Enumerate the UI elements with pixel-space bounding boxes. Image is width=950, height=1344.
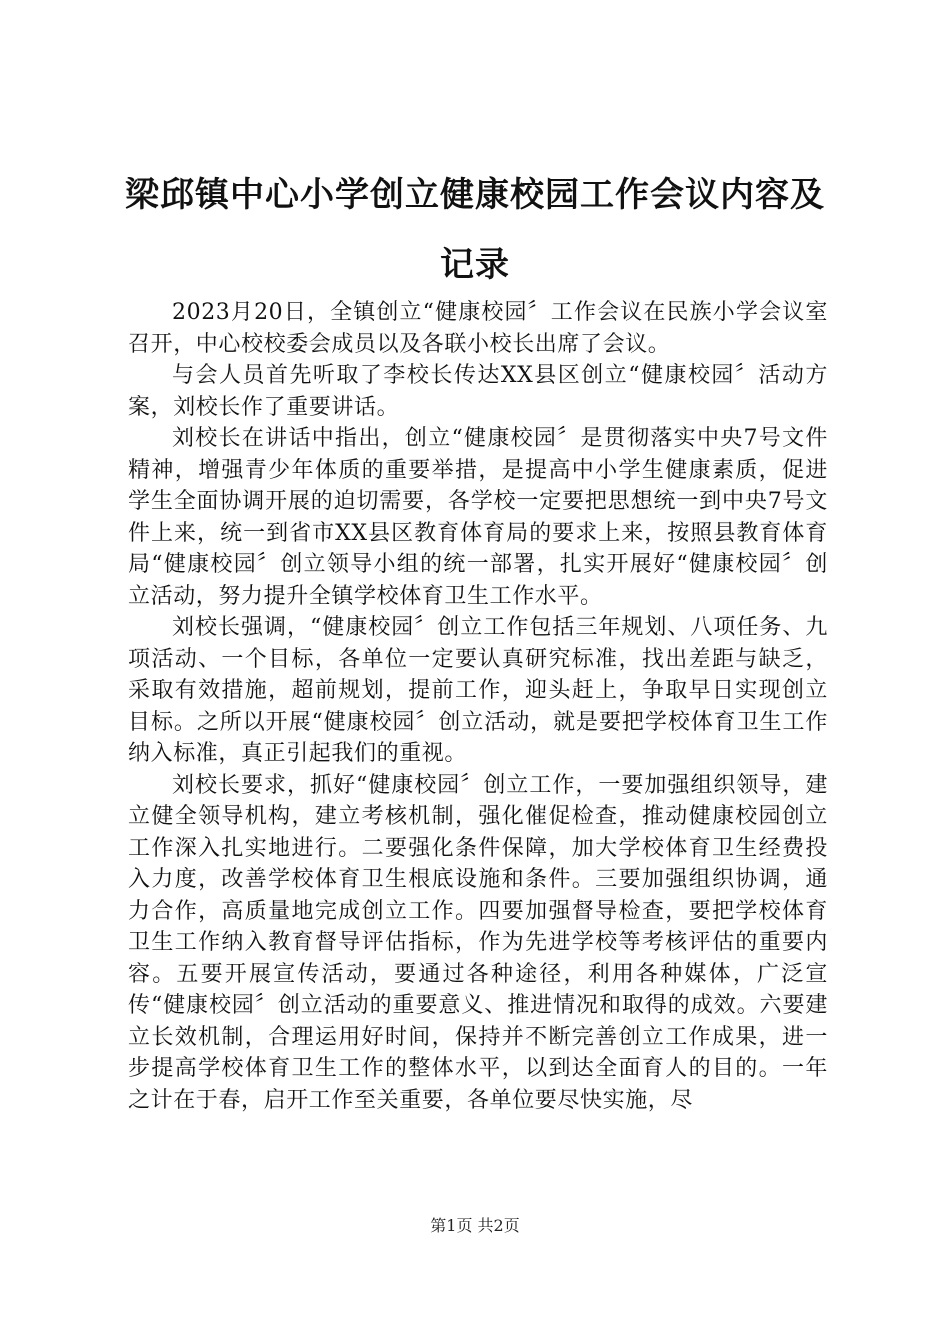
paragraph-attendees: 与会人员首先听取了李校长传达XX县区创立“健康校园〞活动方案，刘校长作了重要讲话。 [128,363,828,420]
document-title: 梁邱镇中心小学创立健康校园工作会议内容及记录 [125,175,825,285]
paragraph-requirements: 刘校长要求，抓好“健康校园〞创立工作，一要加强组织领导，建立健全领导机构，建立考核机制，强化催促检查，推动健康校园创立工作深入扎实地进行。二要强化条件保障，加大学校体育卫生经费投入力度，改善学校体育卫生根底设施和条件。三要加强组织协调，通力合作，高质量地完成创立工作。四要加强督导检查，要把学校体育卫生工作纳入教育督导评估指标，作为先进学校等考核评估的重要内容。五要开展宣传活动，要通过各种途径，利用各种媒体，广泛宣传“健康校园〞创立活动的重要意义、推进情况和取得的成效。六要建立长效机制，合理运用好时间，保持并不断完善创立工作成果，进一步提高学校体育卫生工作的整体水平，以到达全面育人的目的。一年之计在于春，启开工作至关重要，各单位要尽快实施，尽 [128,772,828,1113]
page-number-footer: 第1页 共2页 [430,1216,520,1235]
paragraph-emphasis: 刘校长强调，“健康校园〞创立工作包括三年规划、八项任务、九项活动、一个目标，各单位一定要认真研究标准，找出差距与缺乏，采取有效措施，超前规划，提前工作，迎头赶上，争取早日实现创立目标。之所以开展“健康校园〞创立活动，就是要把学校体育卫生工作纳入标准，真正引起我们的重视。 [128,615,828,766]
paragraph-speech-points: 刘校长在讲话中指出，创立“健康校园〞是贯彻落实中央7号文件精神，增强青少年体质的重要举措，是提高中小学生健康素质，促进学生全面协调开展的迫切需要，各学校一定要把思想统一到中央7号文件上来，统一到省市XX县区教育体育局的要求上来，按照县教育体育局“健康校园〞创立领导小组的统一部署，扎实开展好“健康校园〞创立活动，努力提升全镇学校体育卫生工作水平。 [128,426,828,609]
document-body [128,297,828,1116]
paragraph-meeting-intro: 2023月20日，全镇创立“健康校园〞工作会议在民族小学会议室召开，中心校校委会成员以及各联小校长出席了会议。 [128,300,828,357]
